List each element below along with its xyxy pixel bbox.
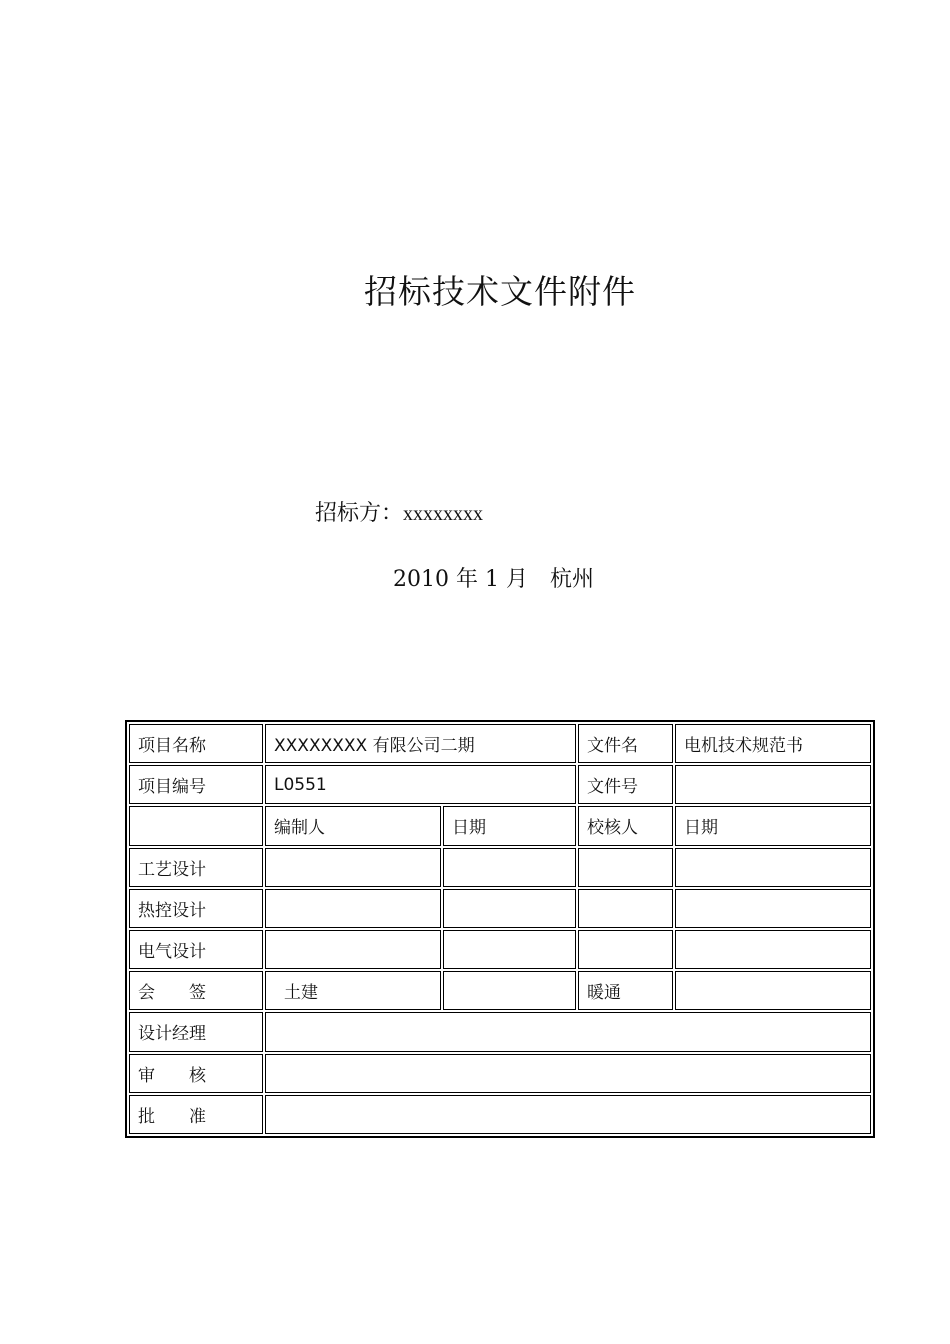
blank-cell (265, 889, 441, 928)
blank-cell (265, 1054, 871, 1093)
issuer-label: 招标方： (315, 501, 404, 526)
table-row (129, 765, 871, 804)
project-name-label: 项目名称 (129, 724, 263, 763)
blank-cell (265, 930, 441, 969)
document-title: 招标技术文件附件 (364, 272, 636, 311)
civil-label: 土建 (265, 971, 441, 1010)
checker-label: 校核人 (578, 806, 673, 845)
table-row (129, 806, 871, 845)
blank-cell (265, 1012, 871, 1051)
table-row (129, 971, 871, 1010)
date-location-line: 2010 年 1 月 杭州 (393, 567, 594, 592)
blank-cell (265, 1095, 871, 1134)
blank-cell (578, 848, 673, 887)
date-label: 日期 (675, 806, 871, 845)
date-label: 日期 (443, 806, 576, 845)
approve-label: 批 准 (129, 1095, 263, 1134)
doc-name-label: 文件名 (578, 724, 673, 763)
table-row (129, 889, 871, 928)
compiler-label: 编制人 (265, 806, 441, 845)
blank-cell (443, 848, 576, 887)
row-label: 热控设计 (129, 889, 263, 928)
project-no-value: L0551 (265, 765, 576, 804)
review-label: 审 核 (129, 1054, 263, 1093)
table-row (129, 1095, 871, 1134)
doc-name-value: 电机技术规范书 (675, 724, 871, 763)
blank-cell (675, 930, 871, 969)
project-name-value: XXXXXXXX 有限公司二期 (265, 724, 576, 763)
table-row (129, 848, 871, 887)
blank-cell (443, 971, 576, 1010)
blank-cell (675, 889, 871, 928)
doc-no-value (675, 765, 871, 804)
doc-no-label: 文件号 (578, 765, 673, 804)
issuer-value: xxxxxxxx (403, 503, 484, 525)
table-row (129, 930, 871, 969)
blank-cell (675, 848, 871, 887)
blank-cell (578, 930, 673, 969)
blank-cell (443, 930, 576, 969)
blank-cell (675, 971, 871, 1010)
table-row (129, 724, 871, 763)
document-info-table (125, 720, 875, 1138)
blank-cell (578, 889, 673, 928)
blank-cell (265, 848, 441, 887)
row-label: 电气设计 (129, 930, 263, 969)
design-manager-label: 设计经理 (129, 1012, 263, 1051)
countersign-label: 会 签 (129, 971, 263, 1010)
project-no-label: 项目编号 (129, 765, 263, 804)
table-row (129, 1012, 871, 1051)
row-label: 工艺设计 (129, 848, 263, 887)
hvac-label: 暖通 (578, 971, 673, 1010)
blank-cell (129, 806, 263, 845)
issuer-line (315, 496, 483, 527)
table-row (129, 1054, 871, 1093)
blank-cell (443, 889, 576, 928)
